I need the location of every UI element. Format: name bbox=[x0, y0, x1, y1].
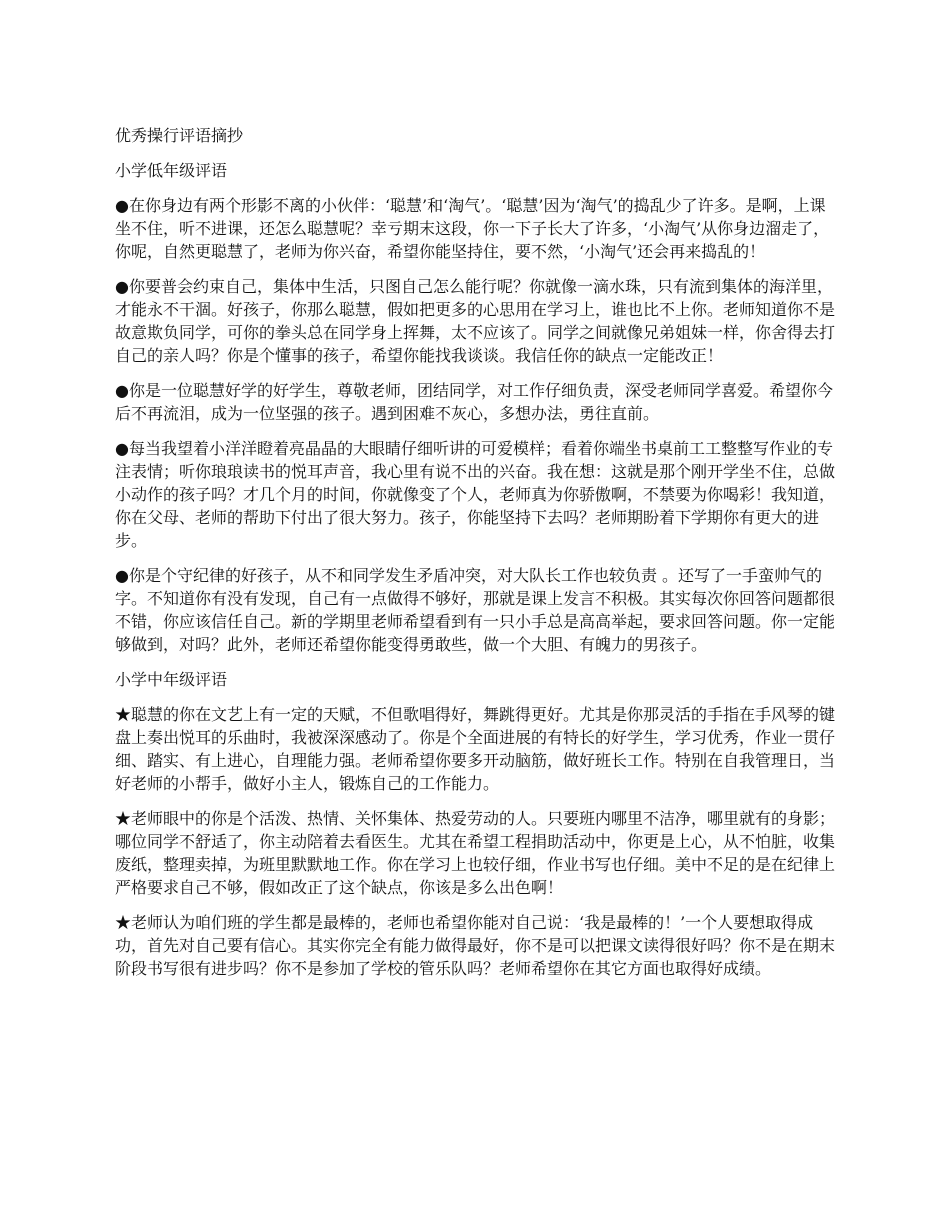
comment-paragraph: ★老师认为咱们班的学生都是最棒的，老师也希望你能对自己说：‘我是最棒的！’一个人要想取得成功，首先对自己要有信心。其实你完全有能力做得最好，你不是可以把课文读得很好吗？你不是在期末阶段书写很有进步吗？你不是参加了学校的管乐队吗？老师希望你在其它方面也取得好成绩。 bbox=[115, 913, 836, 978]
comment-paragraph: ●你是个守纪律的好孩子，从不和同学发生矛盾冲突，对大队长工作也较负责 。还写了一手蛮帅气的字。不知道你有没有发现，自己有一点做得不够好，那就是课上发言不积极。其实每次你回答问题都很不错，你应该信任自己。新的学期里老师希望看到有一只小手总是高高举起，要求回答问题。你一定能够做到，对吗？此外，老师还希望你能变得勇敢些，做一个大胆、有魄力的男孩子。 bbox=[115, 566, 836, 654]
section-heading-middle-grade: 小学中年级评语 bbox=[115, 670, 228, 689]
comment-paragraph: ●你是一位聪慧好学的好学生，尊敬老师，团结同学，对工作仔细负责，深受老师同学喜爱。希望你今后不再流泪，成为一位坚强的孩子。遇到困难不灰心，多想办法，勇往直前。 bbox=[115, 381, 833, 423]
comment-paragraph: ★老师眼中的你是个活泼、热情、关怀集体、热爱劳动的人。只要班内哪里不洁净，哪里就有的身影；哪位同学不舒适了，你主动陪着去看医生。尤其在希望工程捐助活动中，你更是上心，从不怕脏，收集废纸，整理卖掉，为班里默默地工作。你在学习上也较仔细，作业书写也仔细。美中不足的是在纪律上严格要求自己不够，假如改正了这个缺点，你该是多么出色啊！ bbox=[115, 809, 836, 897]
comment-paragraph: ●在你身边有两个形影不离的小伙伴：‘聪慧’和‘淘气’。‘聪慧’因为‘淘气’的捣乱少了许多。是啊，上课坐不住，听不进课，还怎么聪慧呢？幸亏期末这段，你一下子长大了许多，‘小淘气’从你身边溜走了，你呢，自然更聪慧了，老师为你兴奋，希望你能坚持住，要不然，‘小淘气’还会再来捣乱的！ bbox=[115, 196, 830, 261]
comment-paragraph: ★聪慧的你在文艺上有一定的天赋，不但歌唱得好，舞跳得更好。尤其是你那灵活的手指在手风琴的键盘上奏出悦耳的乐曲时，我被深深感动了。你是个全面进展的有特长的好学生，学习优秀，作业一贯仔细、踏实、有上进心，自理能力强。老师希望你要多开动脑筋，做好班长工作。特别在自我管理日，当好老师的小帮手，做好小主人，锻炼自己的工作能力。 bbox=[115, 705, 836, 793]
section-heading-lower-grade: 小学低年级评语 bbox=[115, 161, 228, 180]
document-page bbox=[115, 124, 840, 992]
document-title: 优秀操行评语摘抄 bbox=[115, 126, 244, 145]
comment-paragraph: ●每当我望着小洋洋瞪着亮晶晶的大眼睛仔细听讲的可爱模样；看着你端坐书桌前工工整整写作业的专注表情；听你琅琅读书的悦耳声音，我心里有说不出的兴奋。我在想：这就是那个刚开学坐不住，总做小动作的孩子吗？才几个月的时间，你就像变了个人，老师真为你骄傲啊，不禁要为你喝彩！我知道，你在父母、老师的帮助下付出了很大努力。孩子，你能坚持下去吗？老师期盼着下学期你有更大的进步。 bbox=[115, 439, 836, 550]
comment-paragraph: ●你要普会约束自己，集体中生活，只图自己怎么能行呢？你就像一滴水珠，只有流到集体的海洋里，才能永不干涸。好孩子，你那么聪慧，假如把更多的心思用在学习上，谁也比不上你。老师知道你不是故意欺负同学，可你的拳头总在同学身上挥舞，太不应该了。同学之间就像兄弟姐妹一样，你舍得去打自己的亲人吗？你是个懂事的孩子，希望你能找我谈谈。我信任你的缺点一定能改正！ bbox=[115, 277, 836, 365]
